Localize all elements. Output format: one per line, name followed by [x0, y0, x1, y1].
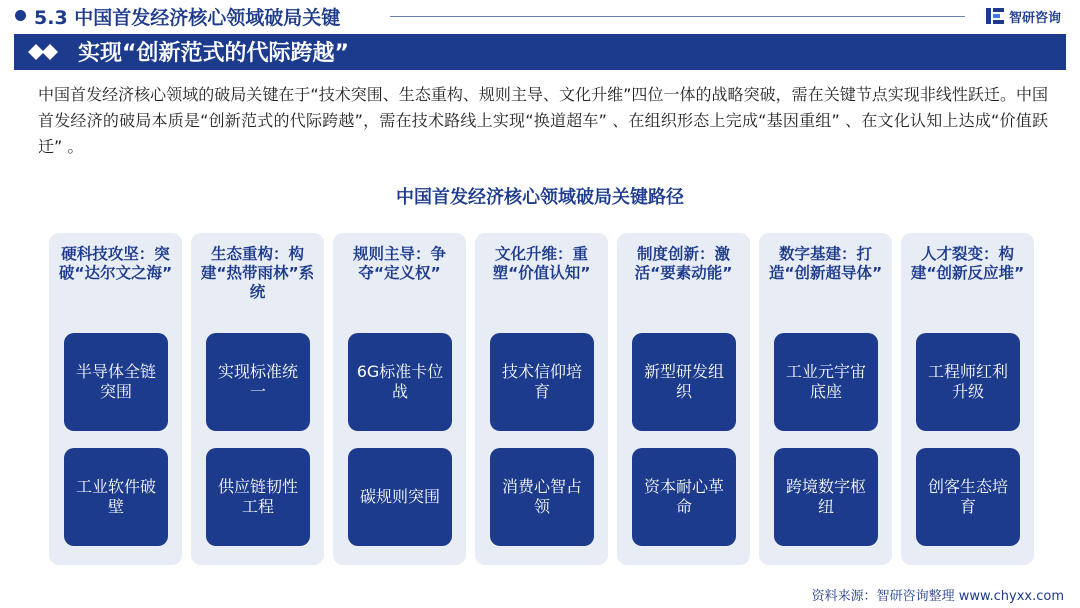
column-title: 生态重构：构建“热带雨林”系统	[200, 245, 315, 301]
card-label: 工业元宇宙底座	[785, 362, 866, 401]
column-title: 硬科技攻坚：突破“达尔文之海”	[58, 245, 173, 282]
card-label: 跨境数字枢纽	[785, 477, 866, 516]
diagram-title: 中国首发经济核心领域破局关键路径	[396, 187, 684, 208]
bullet-dot	[15, 10, 26, 21]
path-column	[901, 233, 1034, 565]
card-label: 半导体全链突围	[75, 362, 156, 401]
action-card	[348, 333, 452, 431]
path-column	[475, 233, 608, 565]
action-card	[916, 333, 1020, 431]
card-label: 供应链韧性工程	[217, 477, 298, 516]
card-label: 资本耐心革命	[643, 477, 724, 516]
action-card	[490, 448, 594, 546]
header-divider	[390, 16, 965, 17]
card-label: 新型研发组织	[643, 362, 724, 401]
action-card	[774, 333, 878, 431]
card-label: 技术信仰培育	[501, 362, 582, 401]
action-card	[774, 448, 878, 546]
column-title: 制度创新：激活“要素动能”	[634, 245, 733, 282]
action-card	[632, 333, 736, 431]
path-columns	[49, 233, 1039, 565]
path-column	[49, 233, 182, 565]
path-column	[191, 233, 324, 565]
column-title: 文化升维：重塑“价值认知”	[492, 245, 591, 282]
intro-paragraph: 中国首发经济核心领域的破局关键在于“技术突围、生态重构、规则主导、文化升维”四位一体的战略突破，需在关键节点实现非线性跃迁。中国首发经济的破局本质是“创新范式的代际跨越”，需在技术路线上实现“换道超车” 、在组织形态上完成“基因重组” 、在文化认知上达成“价值跃迁” 。	[38, 85, 1048, 156]
source-note: 资料来源：智研咨询整理 www.chyxx.com	[811, 589, 1064, 604]
action-card	[632, 448, 736, 546]
action-card	[348, 448, 452, 546]
action-card	[64, 333, 168, 431]
title-banner	[14, 34, 1066, 70]
card-label: 6G标准卡位战	[356, 362, 444, 401]
diamond-icon	[28, 44, 58, 60]
card-label: 消费心智占领	[501, 477, 582, 516]
brand-logo	[985, 5, 1061, 27]
top-bar	[0, 0, 1080, 32]
brand-name: 智研咨询	[1009, 10, 1062, 26]
action-card	[206, 448, 310, 546]
section-title: 5.3 中国首发经济核心领域破局关键	[34, 7, 341, 29]
column-title: 人才裂变：构建“创新反应堆”	[910, 245, 1025, 282]
path-column	[759, 233, 892, 565]
card-label: 创客生态培育	[927, 477, 1008, 516]
column-title: 数字基建：打造“创新超导体”	[768, 245, 883, 282]
action-card	[916, 448, 1020, 546]
brand-icon	[985, 6, 1005, 26]
card-label: 实现标准统一	[217, 362, 298, 401]
banner-title: 实现“创新范式的代际跨越”	[78, 41, 349, 66]
action-card	[490, 333, 594, 431]
action-card	[206, 333, 310, 431]
action-card	[64, 448, 168, 546]
card-label: 碳规则突围	[359, 487, 440, 506]
path-column	[333, 233, 466, 565]
column-title: 规则主导：争夺“定义权”	[352, 245, 446, 282]
card-label: 工业软件破壁	[75, 477, 156, 516]
card-label: 工程师红利升级	[927, 362, 1008, 401]
path-column	[617, 233, 750, 565]
